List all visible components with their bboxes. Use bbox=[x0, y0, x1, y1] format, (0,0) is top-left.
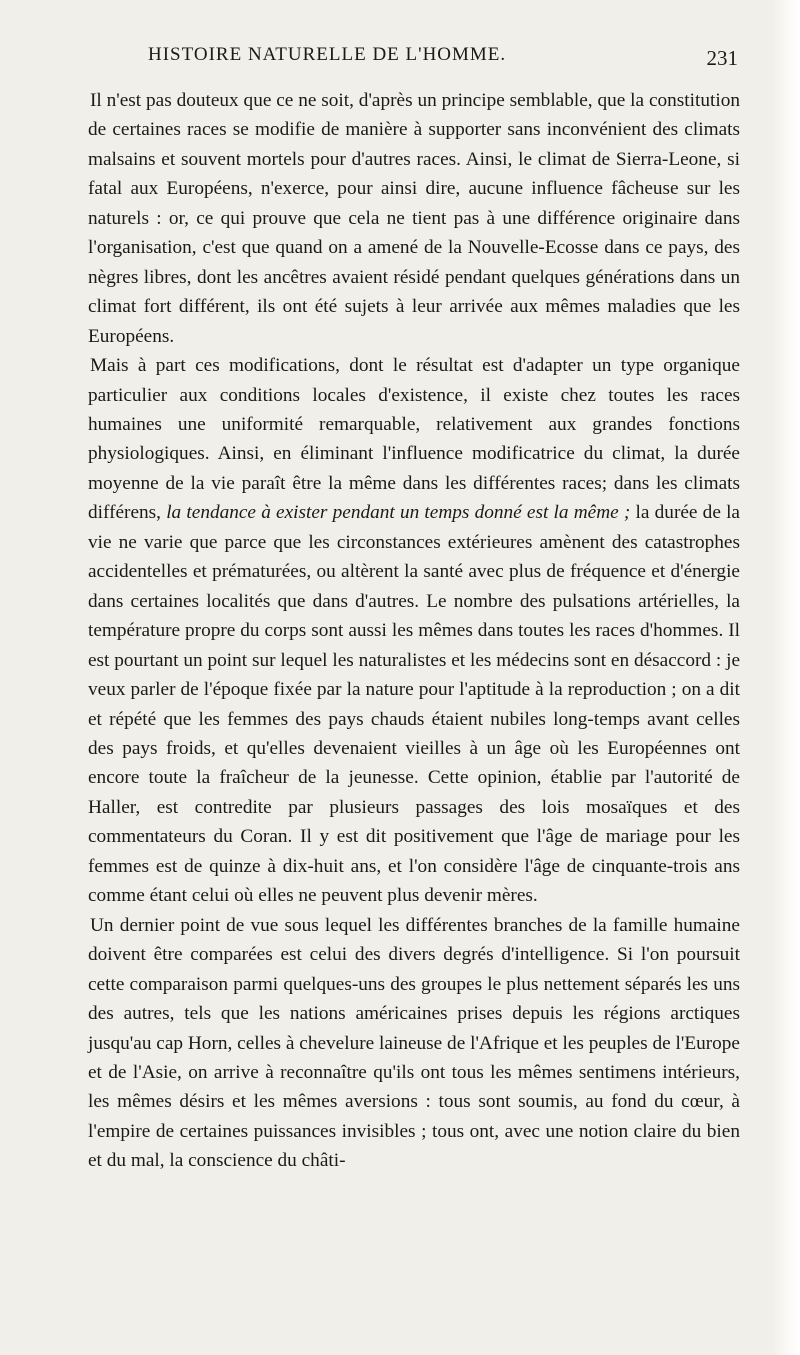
running-title: HISTOIRE NATURELLE DE L'HOMME. bbox=[148, 44, 507, 65]
paragraph-1: Il n'est pas douteux que ce ne soit, d'après un principe semblable, que la constitution de certaines races se modifie de manière à supporter sans inconvénient des climats malsains et souvent mortels pour d'autres races. Ainsi, le climat de Sierra-Leone, si fatal aux Européens, n'exerce, pour ainsi dire, aucune influence fâcheuse sur les naturels : or, ce qui prouve que cela ne tient pas à une différence originaire dans l'organisation, c'est que quand on a amené de la Nouvelle-Ecosse dans ce pays, des nègres libres, dont les ancêtres avaient résidé pendant quelques générations dans un climat fort différent, ils ont été sujets à leur arrivée aux mêmes maladies que les Européens. bbox=[88, 90, 740, 347]
page-header bbox=[148, 44, 748, 78]
page-number: 231 bbox=[706, 46, 738, 70]
body-text bbox=[88, 86, 740, 1176]
paragraph-2-part-2: la durée de la vie ne varie que parce que les circonstances extérieures amènent des catastrophes accidentelles et prématurées, ou altèrent la santé avec plus de fréquence et d'énergie dans certaines localités que dans d'autres. Le nombre des pulsations artérielles, la température propre du corps sont aussi les mêmes dans toutes les races d'hommes. Il est pourtant un point sur lequel les naturalistes et les médecins sont en désaccord : je veux parler de l'époque fixée par la nature pour l'aptitude à la reproduction ; on a dit et répété que les femmes des pays chauds étaient nubiles long-temps avant celles des pays froids, et qu'elles devenaient vieilles à un âge où les Européennes ont encore toute la fraîcheur de la jeunesse. Cette opinion, établie par l'autorité de Haller, est contredite par plusieurs passages des lois mosaïques et des commentateurs du Coran. Il y est dit positivement que l'âge de mariage pour les femmes est de quinze à dix-huit ans, et l'on considère l'âge de cinquante-trois ans comme étant celui où elles ne peuvent plus devenir mères. bbox=[88, 502, 740, 907]
paragraph-2 bbox=[88, 351, 740, 911]
page-edge bbox=[772, 0, 800, 1355]
paragraph-2-italic: la tendance à exister pendant un temps donné est la même ; bbox=[166, 502, 631, 524]
paragraph-2-part-1: Mais à part ces modifications, dont le résultat est d'adapter un type organique particulier aux conditions locales d'existence, il existe chez toutes les races humaines une uniformité remarquable, relativement aux grandes fonctions physiologiques. Ainsi, en éliminant l'influence modificatrice du climat, la durée moyenne de la vie paraît être la même dans les différentes races; dans les climats différens, bbox=[88, 355, 740, 524]
paragraph-3: Un dernier point de vue sous lequel les différentes branches de la famille humaine doivent être comparées est celui des divers degrés d'intelligence. Si l'on poursuit cette comparaison parmi quelques-uns des groupes le plus nettement séparés les uns des autres, tels que les nations américaines prises depuis les régions arctiques jusqu'au cap Horn, celles à chevelure laineuse de l'Afrique et les peuples de l'Europe et de l'Asie, on arrive à reconnaître qu'ils ont tous les mêmes sentimens intérieurs, les mêmes désirs et les mêmes aversions : tous sont soumis, au fond du cœur, à l'empire de certaines puissances invisibles ; tous ont, avec une notion claire du bien et du mal, la conscience du châti- bbox=[88, 914, 740, 1172]
